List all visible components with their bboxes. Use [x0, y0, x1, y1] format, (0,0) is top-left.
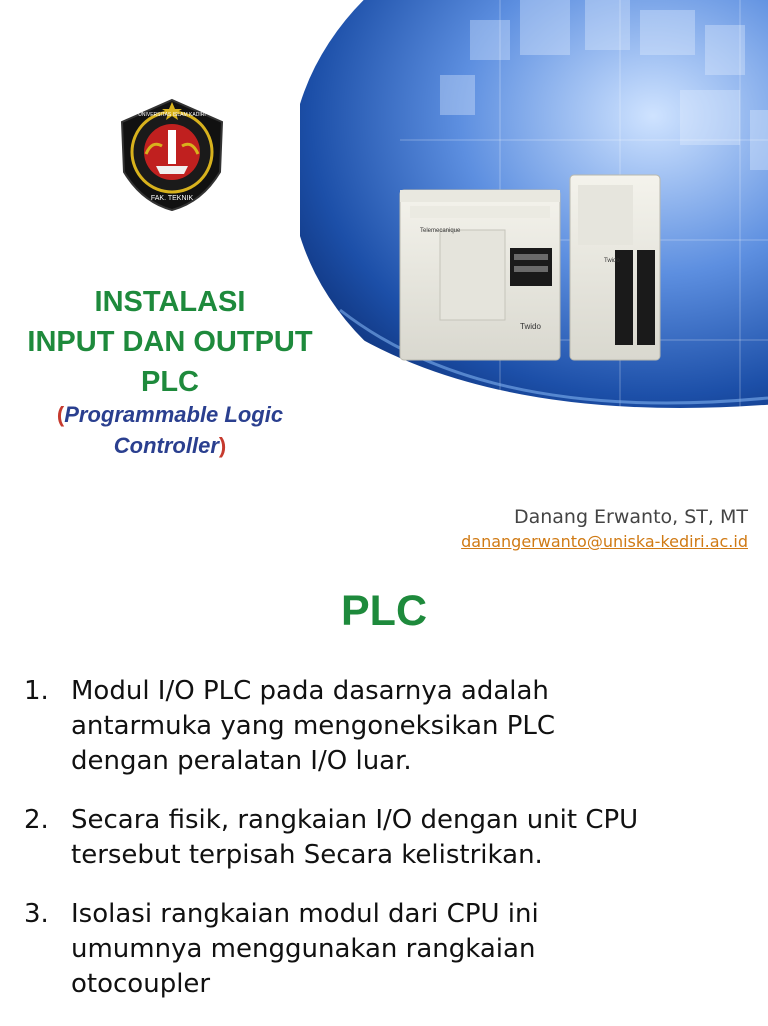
- logo-bottom-text: FAK. TEKNIK: [150, 195, 194, 202]
- presentation-title: [0, 282, 340, 402]
- title-line-3: PLC: [141, 366, 199, 398]
- presentation-subtitle: [0, 399, 340, 461]
- list-item-text: Secara fisik, rangkaian I/O dengan unit CPU tersebut terpisah Secara kelistrikan.: [71, 805, 639, 870]
- slide-2-title: PLC: [341, 587, 427, 635]
- subtitle-close-paren: ): [218, 433, 227, 458]
- list-item-number: 2.: [24, 805, 49, 835]
- product-model-label: Twido: [520, 322, 541, 331]
- title-line-2: INPUT DAN OUTPUT: [27, 326, 313, 358]
- university-logo: [112, 94, 232, 214]
- author-name: Danang Erwanto, ST, MT: [513, 506, 748, 528]
- title-line-1: INSTALASI: [94, 286, 246, 318]
- list-item-number: 1.: [24, 676, 49, 706]
- list-item: [24, 674, 764, 779]
- list-item: [24, 897, 764, 1002]
- list-item-text: Modul I/O PLC pada dasarnya adalah antarmuka yang mengoneksikan PLC dengan peralatan I/O luar.: [71, 676, 556, 776]
- author-email-link[interactable]: danangerwanto@uniska-kediri.ac.id: [461, 532, 748, 551]
- subtitle-text-2: Controller: [113, 433, 219, 458]
- list-item-text: Isolasi rangkaian modul dari CPU ini umumnya menggunakan rangkaian otocoupler: [71, 899, 539, 999]
- product-model-label-2: Twido: [604, 258, 620, 264]
- logo-top-text: UNIVERSITAS ISLAM KADIRI: [138, 112, 206, 118]
- plc-points-list: [24, 674, 764, 1026]
- list-item-number: 3.: [24, 899, 49, 929]
- list-item: [24, 803, 764, 873]
- subtitle-text-1: Programmable Logic: [64, 402, 284, 427]
- subtitle-open-paren: (: [56, 402, 65, 427]
- plc-hero-image: [300, 0, 768, 450]
- product-brand-label: Telemecanique: [420, 228, 461, 234]
